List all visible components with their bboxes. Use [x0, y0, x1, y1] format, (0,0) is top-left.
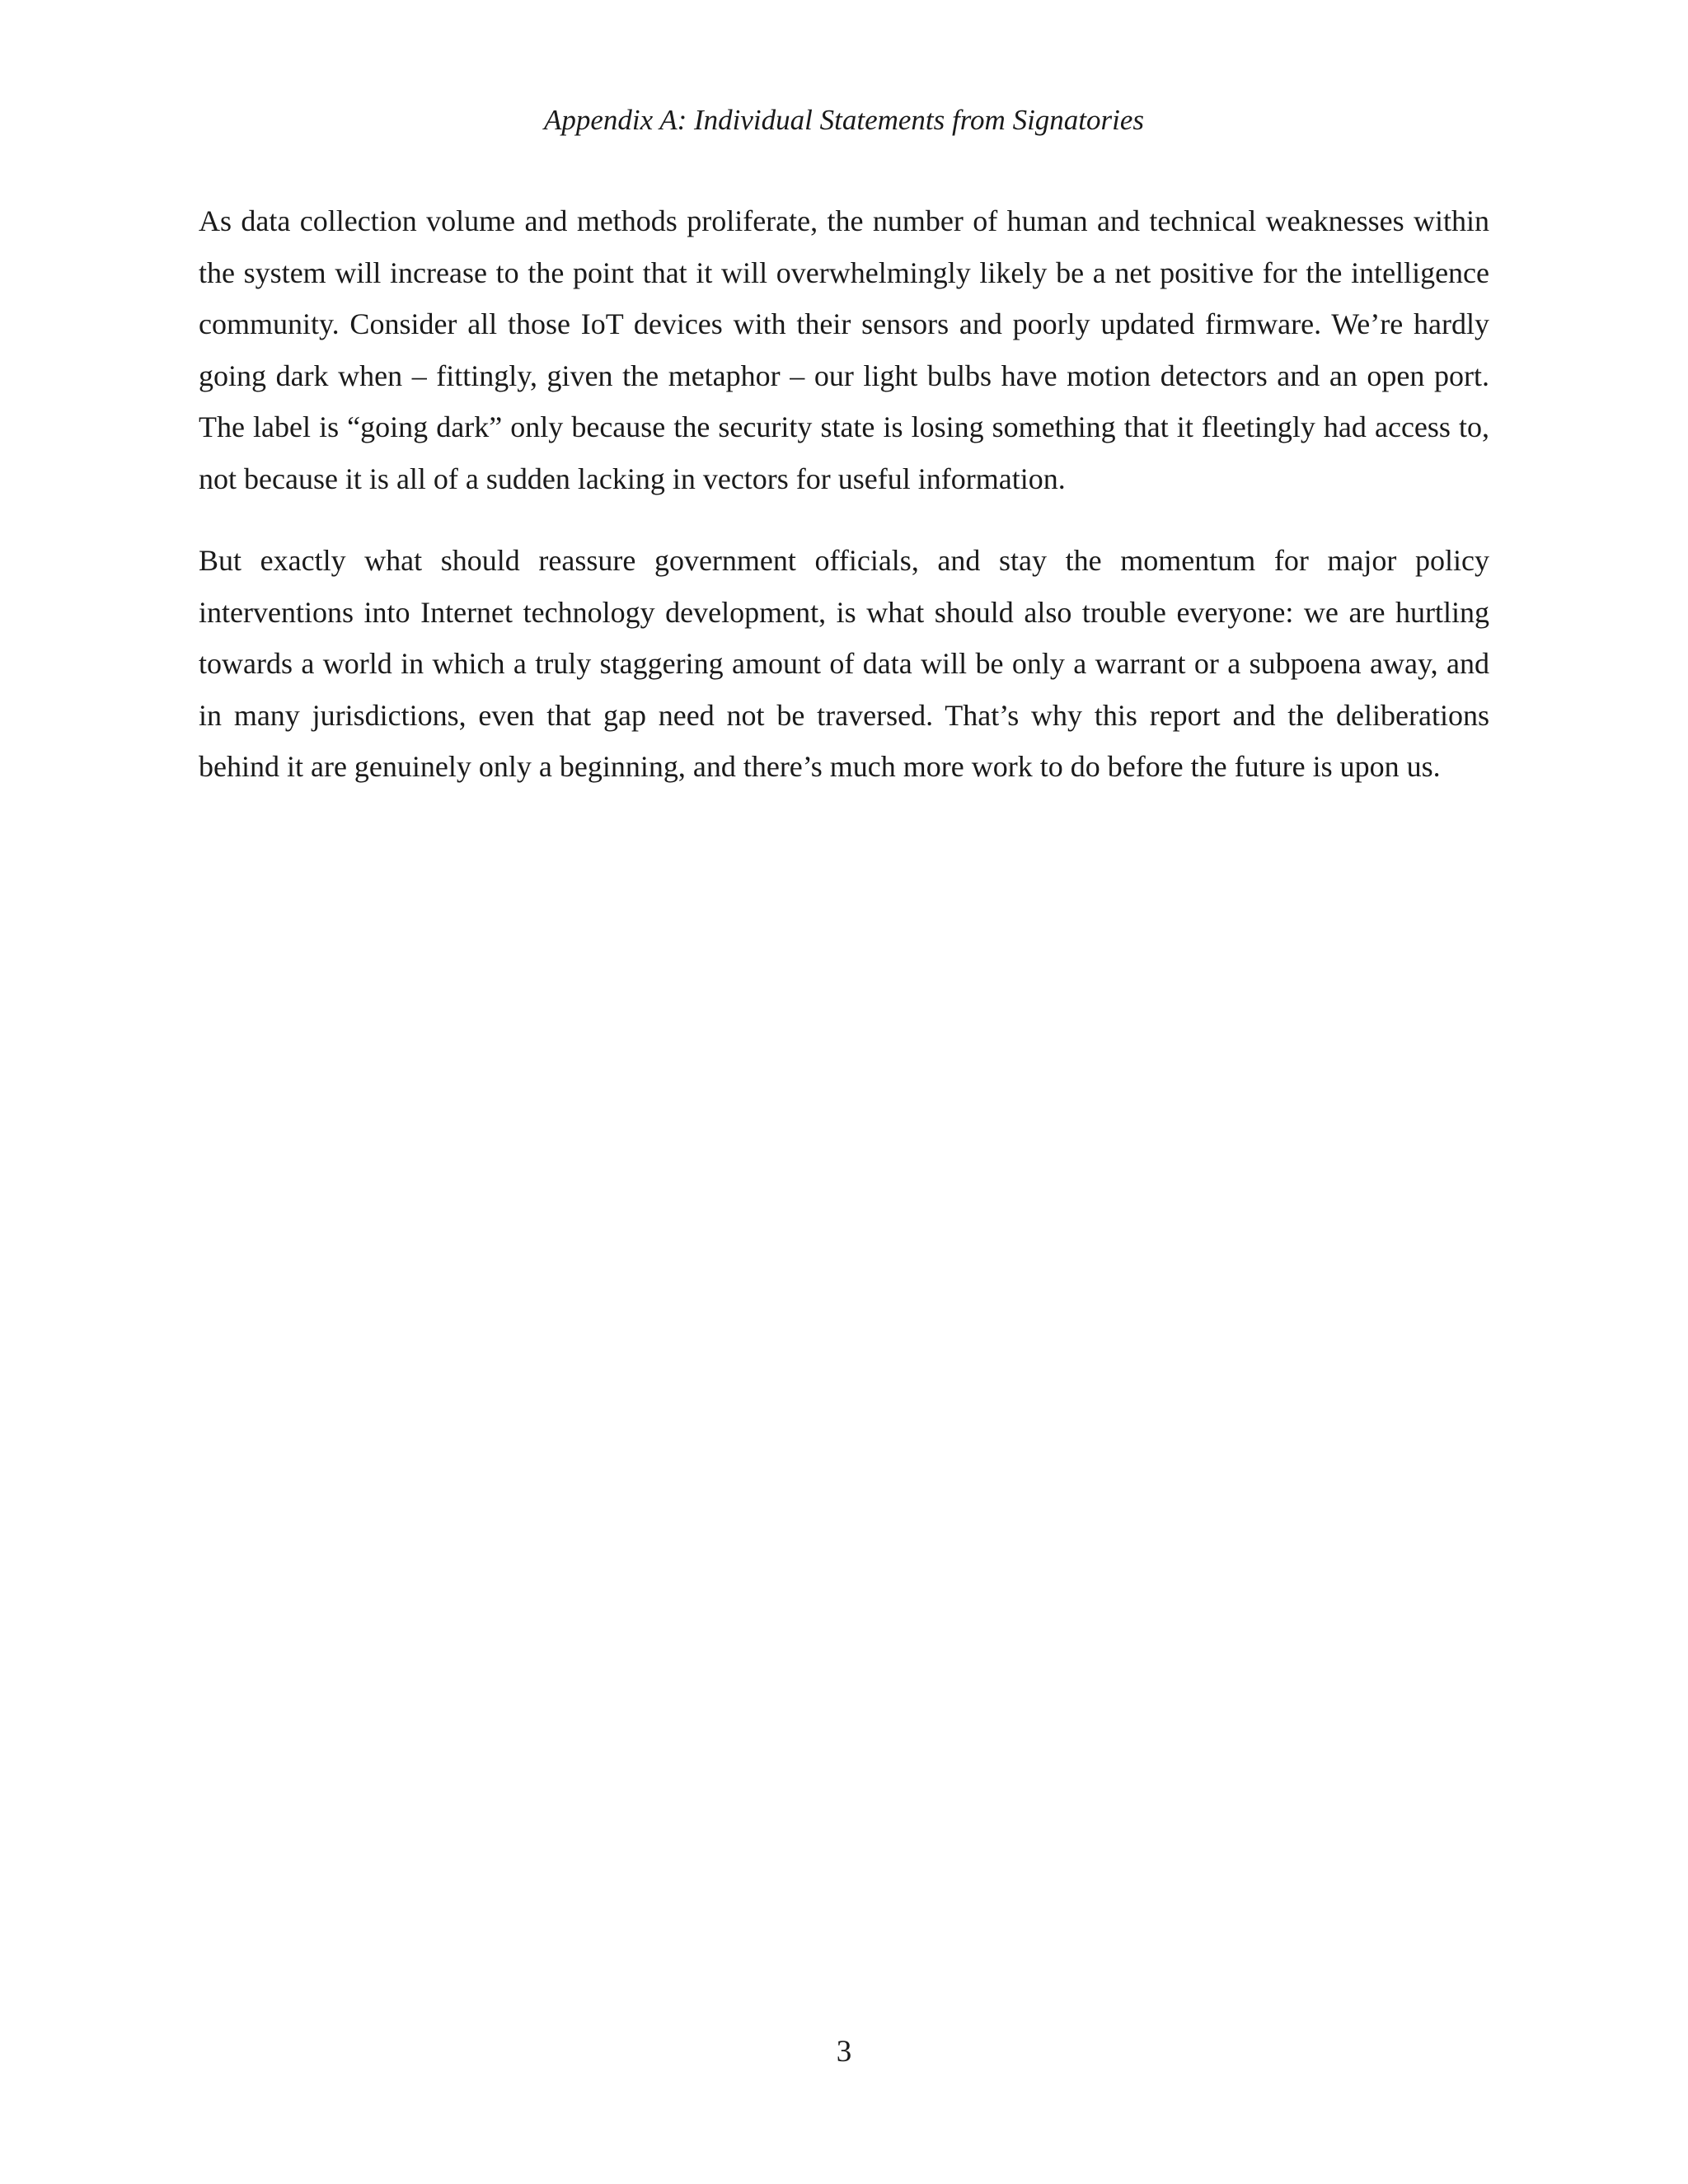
paragraph-2: But exactly what should reassure government officials, and stay the momentum for major policy interventions into Internet technology development, is what should also trouble everyone: we are hurtling towards a world in which a truly staggering amount of data will be only a warrant or a subpoena away, and in many jurisdictions, even that gap need not be traversed. That’s why this report and the deliberations behind it are genuinely only a beginning, and there’s much more work to do before the future is upon us. [199, 544, 1489, 783]
page-number: 3 [836, 2035, 852, 2069]
paragraph-1: As data collection volume and methods proliferate, the number of human and technical weaknesses within the system will increase to the point that it will overwhelmingly likely be a net positive for the intelligence community. Consider all those IoT devices with their sensors and poorly updated firmware. We’re hardly going dark when – fittingly, given the metaphor – our light bulbs have motion detectors and an open port. The label is “going dark” only because the security state is losing something that it fleetingly had access to, not because it is all of a sudden lacking in vectors for useful information. [199, 204, 1489, 495]
body-text [199, 195, 1489, 823]
running-header: Appendix A: Individual Statements from Signatories [543, 104, 1145, 136]
